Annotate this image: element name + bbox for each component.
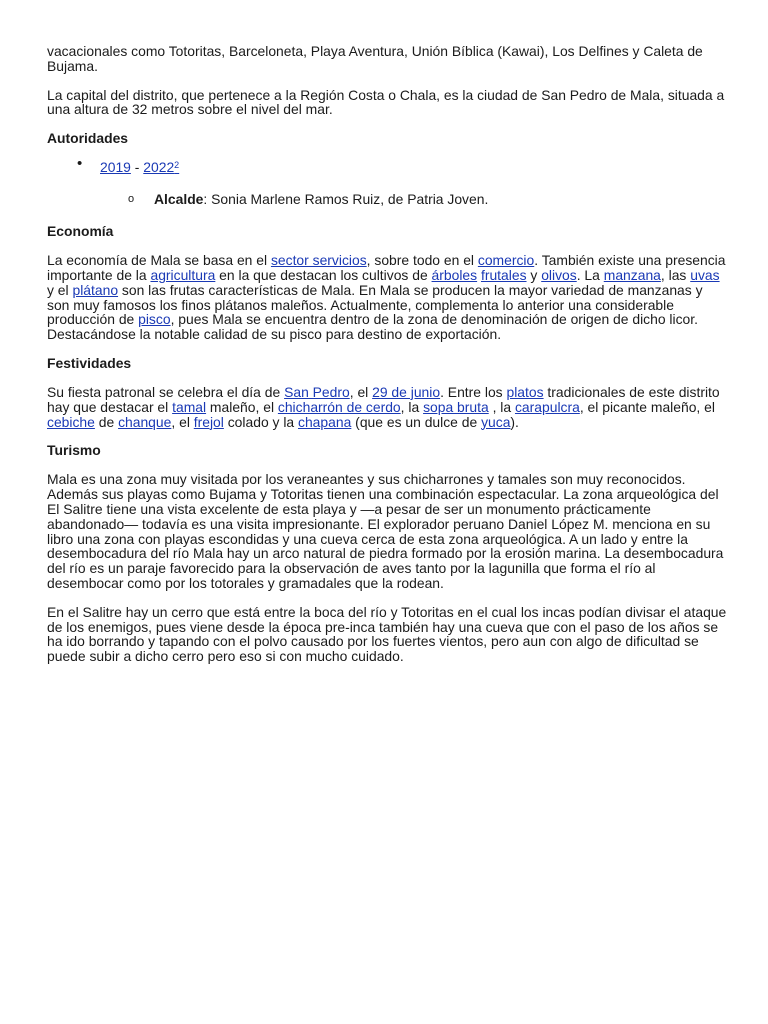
link-yuca[interactable]: yuca bbox=[481, 413, 511, 430]
autoridades-list-item bbox=[47, 155, 727, 178]
intro-paragraph-1: vacacionales como Totoritas, Barceloneta, Playa Aventura, Unión Bíblica (Kawai), Los Delfines y Caleta de Bujama. bbox=[47, 43, 703, 74]
intro-paragraph-2: La capital del distrito, que pertenece a la Región Costa o Chala, es la ciudad de San Pedro de Mala, situada a una altura de 32 metros sobre el nivel del mar. bbox=[47, 86, 725, 118]
link-frutales[interactable]: frutales bbox=[480, 266, 527, 283]
link-cebiche[interactable]: cebiche bbox=[47, 413, 95, 430]
link-carapulcra[interactable]: carapulcra bbox=[514, 398, 580, 415]
link-sector-servicios[interactable]: sector servicios bbox=[270, 252, 367, 269]
link-frejol[interactable]: frejol bbox=[193, 413, 224, 430]
link-chanque[interactable]: chanque bbox=[118, 413, 172, 430]
link-agricultura[interactable]: agricultura bbox=[150, 266, 216, 283]
link-uvas[interactable]: uvas bbox=[690, 266, 720, 283]
bullet-icon: • bbox=[77, 155, 83, 173]
festividades-heading: Festividades bbox=[47, 354, 132, 371]
autoridades-heading: Autoridades bbox=[47, 130, 129, 147]
link-29-de-junio[interactable]: 29 de junio bbox=[372, 383, 441, 400]
link-san-pedro[interactable]: San Pedro bbox=[284, 383, 350, 400]
link-pisco[interactable]: pisco bbox=[138, 311, 171, 328]
link-year-end[interactable]: 2022$^2$ bbox=[143, 159, 180, 176]
link-platos[interactable]: platos bbox=[506, 383, 544, 400]
link-chapana[interactable]: chapana bbox=[298, 413, 352, 430]
turismo-heading: Turismo bbox=[47, 442, 101, 459]
festividades-paragraph: Su fiesta patronal se celebra el día de San Pedro, el 29 de junio. Entre los platos tradicionales de este distrito hay que destacar el tamal maleño, el chicharrón de cerdo, la sopa bruta , la carapulcra, el picante maleño, el cebiche de chanque, el frejol colado y la chapana (que es un dulce de yuca). bbox=[47, 383, 720, 430]
turismo-paragraph-2: En el Salitre hay un cerro que está entre la boca del río y Totoritas en el cual los incas podían divisar el ataque de los enemigos, pues viene desde la época pre-inca también hay una cueva que con el paso de los años se ha ido borrando y tapando con el polvo causado por los fuertes vientos, pero aun con algo de dificultad se puede subir a dicho cerro pero eso si con mucho cuidado. bbox=[47, 603, 727, 665]
alcalde-text: Alcalde: Sonia Marlene Ramos Ruiz, de Patria Joven. bbox=[154, 191, 489, 208]
link-arboles[interactable]: árboles bbox=[431, 266, 478, 283]
link-comercio[interactable]: comercio bbox=[477, 252, 535, 269]
link-platano[interactable]: plátano bbox=[72, 281, 119, 298]
link-sopa-bruta[interactable]: sopa bruta bbox=[423, 398, 489, 415]
link-chicharron-de-cerdo[interactable]: chicharrón de cerdo bbox=[277, 398, 401, 415]
link-olivos[interactable]: olivos bbox=[541, 266, 577, 283]
turismo-paragraph-1: Mala es una zona muy visitada por los veraneantes y sus chicharrones y tamales son muy reconocidos. Además sus playas como Bujama y Totoritas tienen una combinación espectacular. La zona arqueológica del El Salitre tiene una vista excelente de esta playa y —a pesar de ser un monumento prácticamente abandonado— todavía es una visita impresionante. El explorador peruano Daniel López M. menciona en su libro una zona con playas escondidas y una cueva cerca de esta zona arqueológica. A un lado y entre la desembocadura del río Mala hay un arco natural de piedra formado por la erosión marina. La desembocadura del río es un paraje favorecido para la observación de aves tanto por la lagunilla que forma el río al desembocar como por los totorales y gramadales que la rodean. bbox=[47, 471, 724, 591]
footnote-ref[interactable]: 2 bbox=[174, 160, 180, 171]
economia-heading: Economía bbox=[47, 223, 114, 240]
link-manzana[interactable]: manzana bbox=[603, 266, 661, 283]
economia-paragraph: La economía de Mala se basa en el sector servicios, sobre todo en el comercio. También existe una presencia importante de la agricultura en la que destacan los cultivos de árboles frutales y olivos. La manzana, las uvas y el plátano son las frutas características de Mala. En Mala se producen la mayor variedad de manzanas y son muy famosos los finos plátanos maleños. Actualmente, complementa lo anterior una considerable producción de pisco, pues Mala se encuentra dentro de la zona de denominación de origen de dicho licor. Destacándose la notable calidad de su pisco para destino de exportación. bbox=[47, 252, 726, 343]
link-year-start[interactable]: 2019 bbox=[100, 159, 131, 176]
autoridades-sublist-item bbox=[47, 192, 727, 210]
alcalde-label: Alcalde bbox=[154, 191, 204, 208]
link-tamal[interactable]: tamal bbox=[172, 398, 207, 415]
document-page bbox=[47, 44, 727, 678]
circle-bullet-icon: o bbox=[128, 193, 135, 206]
period-text: 2019 - 2022$^2$ bbox=[100, 159, 180, 176]
